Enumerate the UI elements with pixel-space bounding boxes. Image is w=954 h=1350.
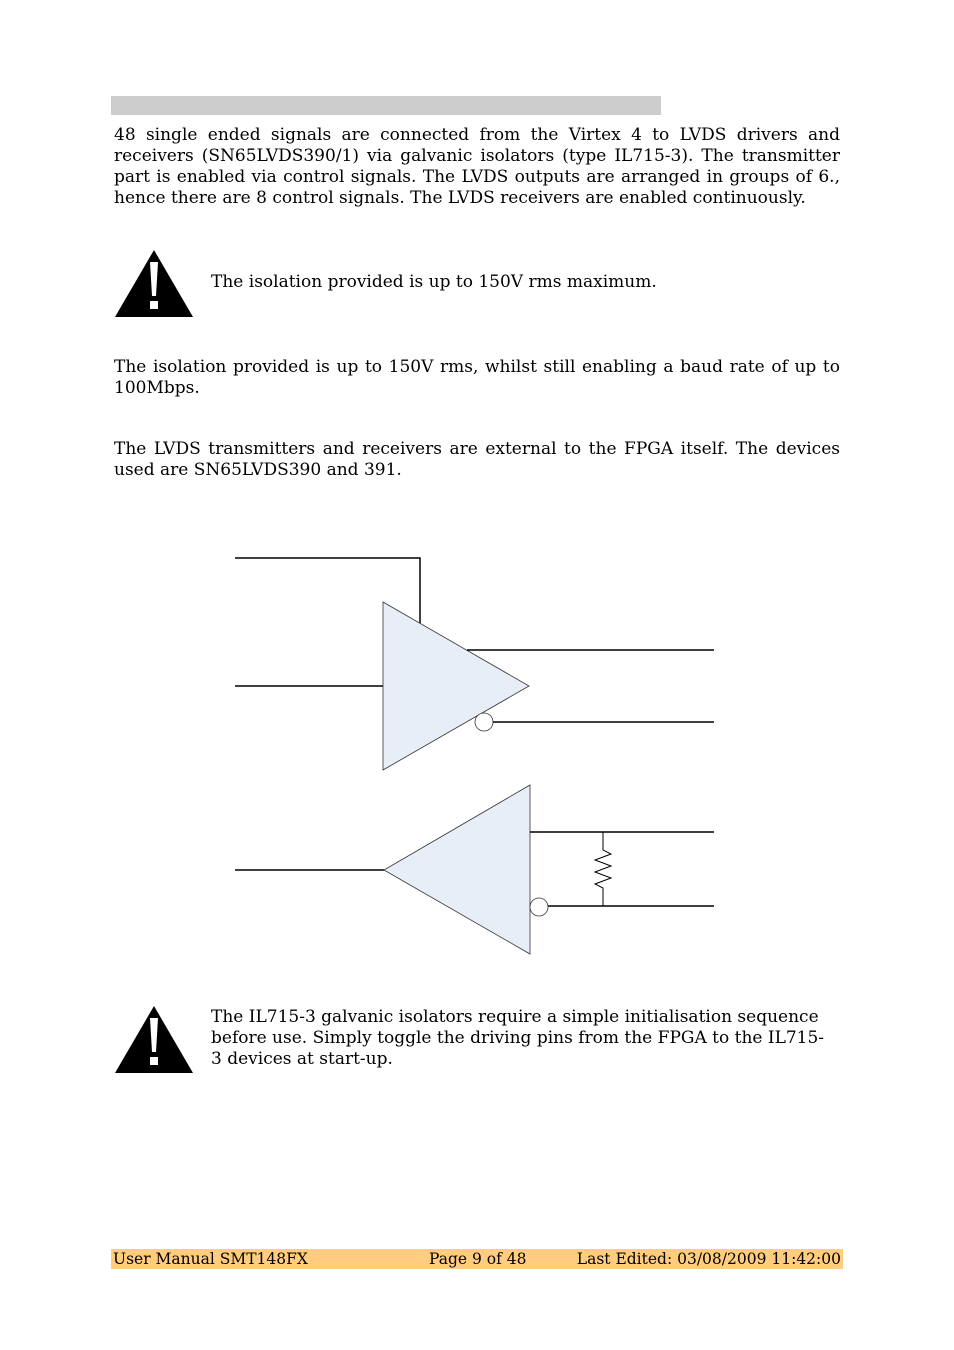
driver-buffer bbox=[383, 602, 529, 770]
termination-resistor bbox=[595, 832, 611, 906]
rx-inversion-bubble bbox=[530, 898, 548, 916]
section-heading-bar bbox=[111, 96, 661, 115]
lvds-driver-receiver-diagram bbox=[0, 540, 954, 970]
warning-icon bbox=[113, 248, 195, 318]
footer-page-number: Page 9 of 48 bbox=[429, 1250, 527, 1268]
paragraph-isolation-baud: The isolation provided is up to 150V rms, whilst still enabling a baud rate of up to 100Mbps. bbox=[114, 357, 840, 398]
receiver-group bbox=[235, 785, 714, 954]
paragraph-lvds-devices: The LVDS transmitters and receivers are external to the FPGA itself. The devices used are SN65LVDS390 and 391. bbox=[114, 439, 840, 480]
paragraph-lvds-overview: 48 single ended signals are connected from the Virtex 4 to LVDS drivers and receivers (SN65LVDS390/1) via galvanic isolators (type IL715-3). The transmitter part is enabled via control signals. The LVDS outputs are arranged in groups of 6., hence there are 8 control signals. The LVDS receivers are enabled continuously. bbox=[114, 125, 840, 208]
tx-inversion-bubble bbox=[475, 713, 493, 731]
transmitter-group bbox=[235, 558, 714, 770]
footer-document-title: User Manual SMT148FX bbox=[113, 1250, 308, 1268]
receiver-buffer bbox=[384, 785, 530, 954]
warning-text-initialisation: The IL715-3 galvanic isolators require a simple initialisation sequence before use. Simply toggle the driving pins from the FPGA to the IL715-3 devices at start-up. bbox=[211, 1007, 825, 1069]
warning-icon bbox=[113, 1004, 195, 1074]
footer-last-edited: Last Edited: 03/08/2009 11:42:00 bbox=[576, 1250, 841, 1268]
page-footer bbox=[111, 1249, 843, 1269]
warning-text-isolation: The isolation provided is up to 150V rms maximum. bbox=[211, 272, 657, 292]
